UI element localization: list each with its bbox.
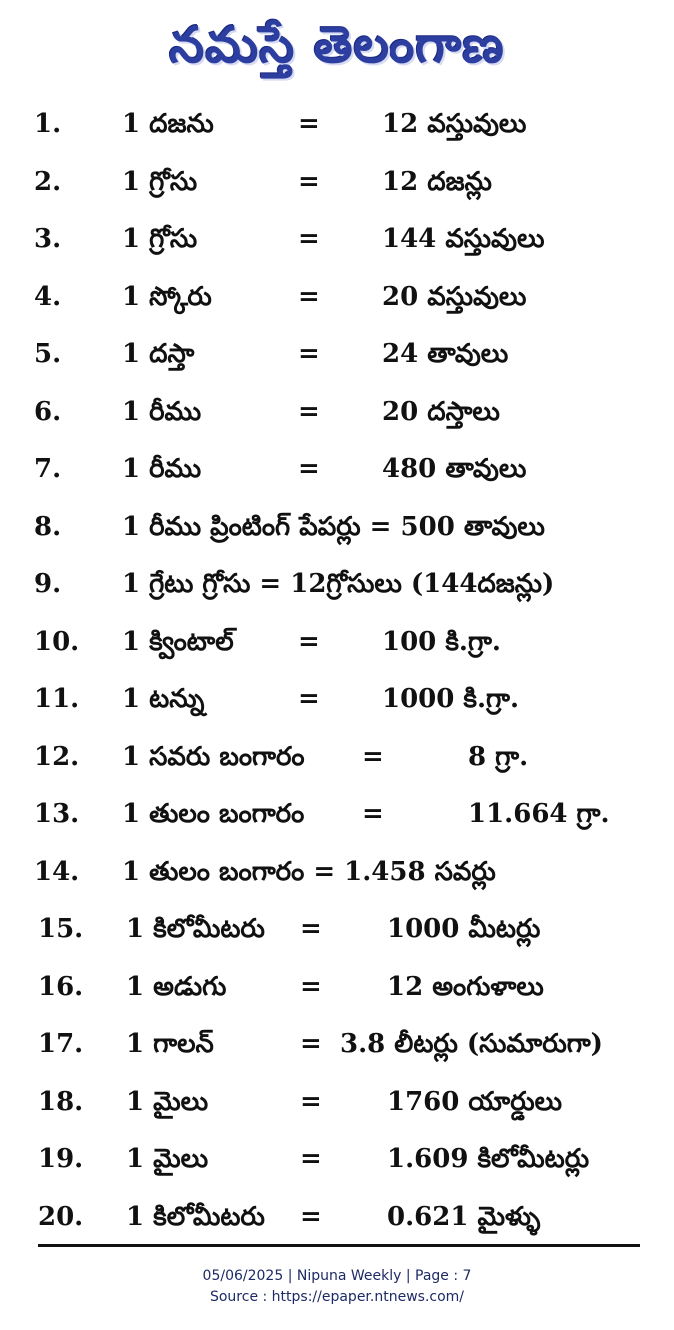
equals-sign: = bbox=[300, 914, 322, 944]
item-value: 24 తావులు bbox=[382, 339, 509, 369]
list-item bbox=[0, 556, 674, 614]
equals-sign: = bbox=[300, 1086, 322, 1117]
equals-sign: = bbox=[300, 1201, 322, 1232]
item-number: 15. bbox=[38, 914, 84, 944]
item-value: 480 తావులు bbox=[382, 454, 527, 484]
list-item bbox=[0, 269, 674, 327]
item-number: 5. bbox=[34, 339, 62, 369]
item-unit: 1 కిలోమీటరు bbox=[126, 914, 265, 944]
list-item bbox=[0, 1189, 674, 1247]
item-unit: 1 కిలోమీటరు bbox=[126, 1201, 265, 1232]
equals-sign: = bbox=[298, 224, 320, 254]
item-value: 12 దజన్లు bbox=[382, 166, 492, 197]
list-item bbox=[0, 96, 674, 154]
equals-sign: = bbox=[300, 971, 322, 1002]
item-unit: 1 గాలన్ bbox=[126, 1029, 214, 1059]
list-item bbox=[0, 1131, 674, 1189]
item-unit: 1 స్కోరు bbox=[122, 281, 212, 312]
masthead bbox=[0, 8, 674, 82]
item-value: 100 కి.గ్రా. bbox=[382, 626, 501, 657]
list-item bbox=[0, 1074, 674, 1132]
list-item bbox=[0, 326, 674, 384]
item-unit: 1 మైలు bbox=[126, 1086, 209, 1117]
list-item bbox=[0, 384, 674, 442]
item-number: 1. bbox=[34, 109, 62, 139]
item-unit: 1 రీము bbox=[122, 454, 202, 484]
equals-sign: = bbox=[298, 396, 320, 427]
equals-sign: = bbox=[362, 741, 384, 772]
item-number: 11. bbox=[34, 684, 80, 714]
item-number: 14. bbox=[34, 856, 80, 887]
list-item bbox=[0, 844, 674, 902]
list-item bbox=[0, 499, 674, 557]
publication-info: 05/06/2025 | Nipuna Weekly | Page : 7 bbox=[202, 1268, 472, 1284]
newspaper-logo: నమస్తే తెలంగాణ bbox=[169, 16, 505, 74]
item-number: 7. bbox=[34, 454, 62, 484]
item-statement: 1 రీము ప్రింటింగ్ పేపర్లు = 500 తావులు bbox=[122, 511, 545, 542]
item-number: 16. bbox=[38, 971, 84, 1002]
item-number: 18. bbox=[38, 1086, 84, 1117]
item-number: 17. bbox=[38, 1029, 84, 1059]
list-item bbox=[0, 729, 674, 787]
item-number: 9. bbox=[34, 569, 62, 599]
item-value: 8 గ్రా. bbox=[468, 741, 529, 772]
page-footer bbox=[0, 1266, 674, 1308]
item-unit: 1 గ్రోసు bbox=[122, 224, 198, 254]
item-number: 13. bbox=[34, 799, 80, 829]
divider bbox=[38, 1244, 640, 1247]
item-number: 8. bbox=[34, 511, 62, 542]
item-number: 12. bbox=[34, 741, 80, 772]
item-number: 10. bbox=[34, 626, 80, 657]
item-number: 4. bbox=[34, 281, 62, 312]
item-unit: 1 గ్రోసు bbox=[122, 166, 198, 197]
item-number: 6. bbox=[34, 396, 62, 427]
list-item bbox=[0, 901, 674, 959]
conversion-list bbox=[0, 96, 674, 1246]
item-unit: 1 దస్తా bbox=[122, 339, 195, 369]
item-value: 0.621 మైళ్ళు bbox=[387, 1201, 541, 1232]
item-number: 19. bbox=[38, 1144, 84, 1174]
list-item bbox=[0, 614, 674, 672]
item-value: 1000 కి.గ్రా. bbox=[382, 684, 520, 714]
item-value: 12 వస్తువులు bbox=[382, 109, 527, 139]
equals-sign: = bbox=[298, 109, 320, 139]
list-item bbox=[0, 671, 674, 729]
item-value: 1760 యార్డులు bbox=[387, 1086, 563, 1117]
item-unit: 1 మైలు bbox=[126, 1144, 209, 1174]
item-unit: 1 అడుగు bbox=[126, 971, 227, 1002]
item-unit: 1 టన్ను bbox=[122, 684, 205, 714]
equals-sign: = bbox=[362, 799, 384, 829]
list-item bbox=[0, 1016, 674, 1074]
list-item bbox=[0, 211, 674, 269]
item-unit: 1 తులం బంగారం bbox=[122, 799, 305, 829]
equals-sign: = bbox=[300, 1144, 322, 1174]
item-number: 20. bbox=[38, 1201, 84, 1232]
item-value: 20 వస్తువులు bbox=[382, 281, 527, 312]
item-value: 144 వస్తువులు bbox=[382, 224, 545, 254]
item-unit: 1 క్వింటాల్ bbox=[122, 626, 234, 657]
equals-sign: = bbox=[298, 454, 320, 484]
list-item bbox=[0, 154, 674, 212]
list-item bbox=[0, 786, 674, 844]
item-statement: 1 గ్రేటు గ్రోసు = 12గ్రోసులు (144దజన్లు) bbox=[122, 569, 555, 599]
item-value: 1000 మీటర్లు bbox=[387, 914, 541, 944]
item-unit: 1 సవరు బంగారం bbox=[122, 741, 305, 772]
item-value: 20 దస్తాలు bbox=[382, 396, 500, 427]
list-item bbox=[0, 959, 674, 1017]
item-number: 3. bbox=[34, 224, 62, 254]
equals-sign: = bbox=[300, 1029, 322, 1059]
source-url: Source : https://epaper.ntnews.com/ bbox=[209, 1289, 465, 1305]
item-value: 11.664 గ్రా. bbox=[468, 799, 610, 829]
equals-sign: = bbox=[298, 339, 320, 369]
item-statement: 1 తులం బంగారం = 1.458 సవర్లు bbox=[122, 856, 496, 887]
item-number: 2. bbox=[34, 166, 62, 197]
list-item bbox=[0, 441, 674, 499]
item-value: 1.609 కిలోమీటర్లు bbox=[387, 1144, 590, 1174]
item-unit: 1 రీము bbox=[122, 396, 202, 427]
item-value: 12 అంగుళాలు bbox=[387, 971, 544, 1002]
equals-sign: = bbox=[298, 684, 320, 714]
item-unit: 1 దజను bbox=[122, 109, 214, 139]
equals-sign: = bbox=[298, 166, 320, 197]
equals-sign: = bbox=[298, 281, 320, 312]
item-value: 3.8 లీటర్లు (సుమారుగా) bbox=[340, 1029, 603, 1059]
equals-sign: = bbox=[298, 626, 320, 657]
